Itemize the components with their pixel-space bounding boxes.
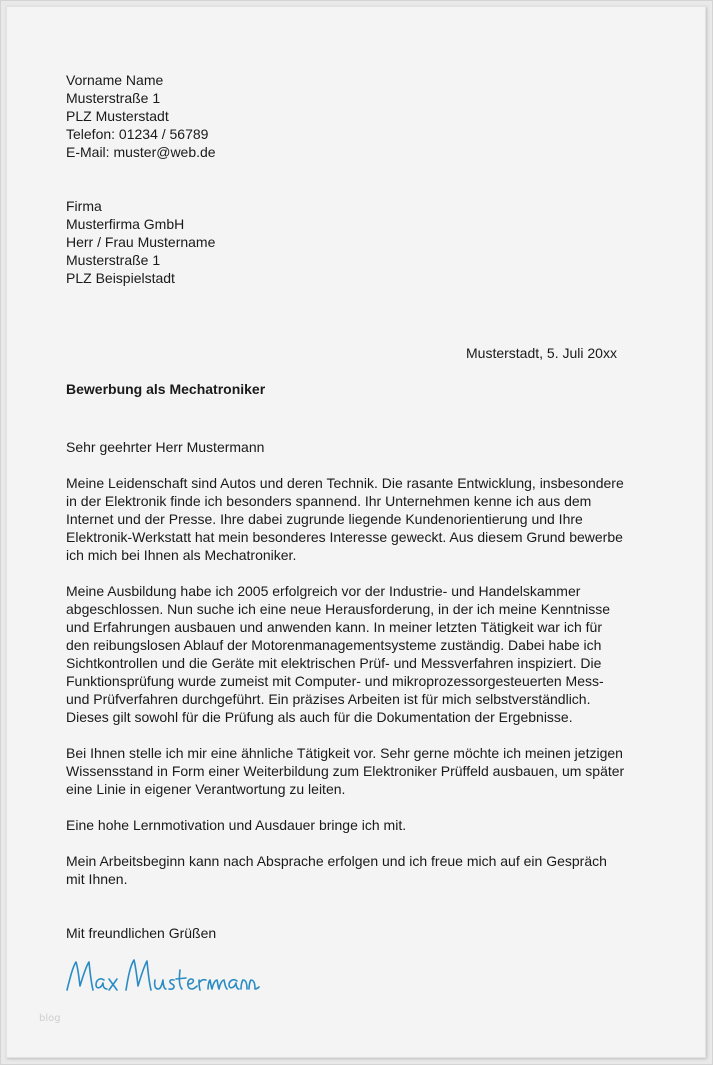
paragraph-line: ich mich bei Ihnen als Mechatroniker. [66,547,297,563]
paragraph-line: und Prüfverfahren durchgeführt. Ein präzises Arbeiten ist für mich selbstverständlich. [66,691,591,707]
sender-email: E-Mail: muster@web.de [66,144,216,160]
recipient-contact: Herr / Frau Mustername [66,234,216,250]
sender-phone: Telefon: 01234 / 56789 [66,126,209,142]
sender-name: Vorname Name [66,72,164,88]
paragraph-line: in der Elektronik finde ich besonders spannend. Ihr Unternehmen kenne ich aus dem [66,493,592,509]
recipient-label: Firma [66,198,102,214]
paragraph-line: Sichtkontrollen und die Geräte mit elektrischen Prüf- und Messverfahren inspiziert. Die [66,655,602,671]
recipient-company: Musterfirma GmbH [66,216,185,232]
body-paragraph-5 [66,852,607,888]
paragraph-line: Eine hohe Lernmotivation und Ausdauer bringe ich mit. [66,817,407,833]
letter-salutation: Sehr geehrter Herr Mustermann [66,439,265,455]
paragraph-line: Funktionsprüfung wurde zumeist mit Computer- und mikroprozessorgesteuerten Mess- [66,673,604,689]
paragraph-line: mit Ihnen. [66,871,128,887]
paragraph-line: Internet und der Presse. Ihre dabei zugrunde liegende Kundenorientierung und Ihre [66,511,583,527]
sender-city: PLZ Musterstadt [66,108,169,124]
paragraph-line: eine Linie in eigener Verantwortung zu leiten. [66,781,346,797]
letter-closing: Mit freundlichen Grüßen [66,925,217,941]
body-paragraph-4 [66,816,406,834]
sender-street: Musterstraße 1 [66,90,161,106]
watermark-text: blog [39,1013,61,1024]
paragraph-line: Meine Leidenschaft sind Autos und deren Technik. Die rasante Entwicklung, insbesondere [66,475,624,491]
paragraph-line: und Erfahrungen ausbauen und anwenden kann. In meiner letzten Tätigkeit war ich für [66,619,602,635]
recipient-address [66,197,215,287]
letter-date: Musterstadt, 5. Juli 20xx [466,345,617,361]
recipient-street: Musterstraße 1 [66,252,161,268]
paragraph-line: Elektronik-Werkstatt hat mein besonderes Interesse geweckt. Aus diesem Grund bewerbe [66,529,623,545]
paragraph-line: abgeschlossen. Nun suche ich eine neue Herausforderung, in der ich meine Kenntnisse [66,601,611,617]
body-paragraph-3 [66,744,624,798]
paragraph-line: Bei Ihnen stelle ich mir eine ähnliche Tätigkeit vor. Sehr gerne möchte ich meinen jetzigen [66,745,623,761]
sender-address [66,71,216,161]
recipient-city: PLZ Beispielstadt [66,270,175,286]
body-paragraph-1 [66,474,624,564]
body-paragraph-2 [66,582,610,726]
paragraph-line: Meine Ausbildung habe ich 2005 erfolgreich vor der Industrie- und Handelskammer [66,583,581,599]
letter-subject: Bewerbung als Mechatroniker [66,381,266,397]
paragraph-line: Mein Arbeitsbeginn kann nach Absprache erfolgen und ich freue mich auf ein Gespräch [66,853,607,869]
handwritten-signature [64,952,264,1002]
paragraph-line: Wissensstand in Form einer Weiterbildung zum Elektroniker Prüffeld ausbauen, um später [66,763,625,779]
paragraph-line: Dieses gilt sowohl für die Prüfung als auch für die Dokumentation der Ergebnisse. [66,709,573,725]
paragraph-line: den reibungslosen Ablauf der Motorenmanagementsysteme zuständig. Dabei habe ich [66,637,602,653]
